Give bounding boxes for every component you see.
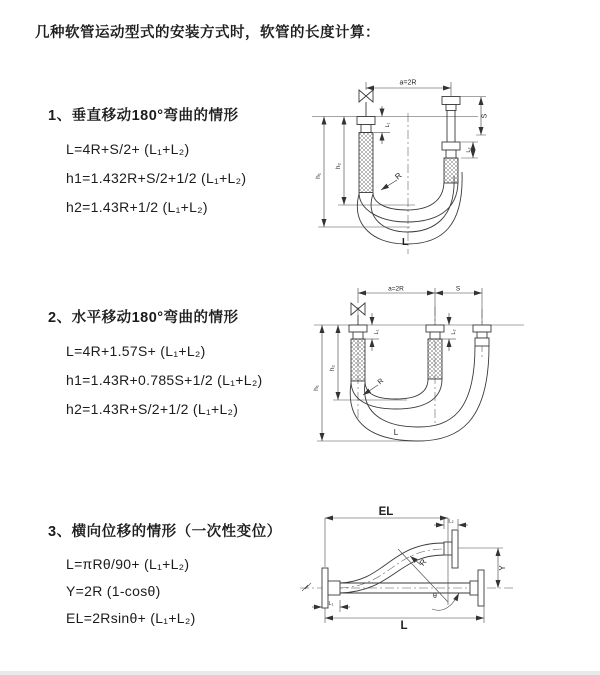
pipe-stub (447, 111, 455, 143)
dim-label-l: L (400, 620, 408, 632)
flange-fitting (426, 325, 444, 332)
dim-label-el: EL (378, 506, 394, 518)
formula-line: h1=1.43R+0.785S+1/2 (L₁+L₂) (66, 372, 263, 388)
flange-fitting (442, 142, 460, 150)
radius-label: R (417, 557, 429, 568)
section-2 (48, 306, 263, 424)
diagram-lateral-displacement (298, 505, 598, 670)
section-1-heading: 1、垂直移动180°弯曲的情形 (48, 108, 239, 124)
right-flange (470, 570, 484, 606)
braided-hose-section (444, 158, 458, 183)
dim-label-h1: h₁ (315, 173, 322, 179)
page-bottom-edge (0, 671, 600, 675)
flange-fitting (446, 150, 456, 158)
formula-line: h1=1.432R+S/2+1/2 (L₁+L₂) (66, 170, 247, 186)
dim-label-l2: L₂ (466, 147, 472, 153)
flange-fitting (475, 338, 489, 346)
flange-fitting (357, 117, 375, 125)
radius-label: R (376, 377, 386, 387)
flange-fitting (349, 325, 367, 332)
length-label: L (393, 428, 399, 437)
flange-fitting (473, 325, 491, 332)
valve-icon (359, 90, 373, 102)
formula-line: Y=2R (1-cosθ) (66, 583, 161, 599)
formula-line: L=4R+1.57S+ (L₁+L₂) (66, 343, 206, 359)
left-pipe-assembly (357, 90, 375, 193)
flange-fitting (430, 332, 440, 339)
angle-diagonal-line (398, 549, 448, 602)
braided-hose-section (351, 339, 365, 381)
length-label: L (401, 237, 409, 248)
flange-fitting (442, 97, 460, 105)
section-3-heading: 3、横向位移的情形（一次性变位） (48, 524, 282, 540)
flange-fitting (477, 332, 487, 338)
braided-hose-section (359, 133, 373, 193)
diagram-horizontal-180-bend (312, 283, 592, 458)
right-pipe-assembly (442, 97, 460, 184)
dim-label-l1: L₁ (374, 329, 380, 335)
formula-line: EL=2Rsinθ+ (L₁+L₂) (66, 610, 196, 626)
dim-label-l2: L₂ (451, 329, 457, 335)
formula-line: L=πRθ/90+ (L₁+L₂) (66, 556, 190, 572)
centerline-break-icon (302, 583, 311, 591)
section-1-formulas (66, 135, 246, 222)
flange-fitting (353, 332, 363, 339)
dim-label-a2r: a=2R (399, 79, 417, 87)
right-pipe-assembly (473, 325, 491, 346)
dim-label-s: S (455, 285, 461, 293)
diagram-vertical-180-bend (310, 68, 595, 263)
angle-label: θ (433, 593, 437, 600)
section-2-heading: 2、水平移动180°弯曲的情形 (48, 310, 239, 326)
middle-pipe-assembly (426, 325, 444, 379)
braided-hose-section (428, 339, 442, 379)
flange-fitting (361, 125, 371, 133)
formula-line: h2=1.43R+1/2 (L₁+L₂) (66, 199, 208, 215)
radius-label: R (393, 170, 404, 182)
dim-label-l2: L₂ (448, 518, 454, 525)
formula-line: L=4R+S/2+ (L₁+L₂) (66, 141, 190, 157)
radius-leader (381, 180, 397, 190)
page-title: 几种软管运动型式的安装方式时，软管的长度计算： (35, 25, 380, 41)
hose-bend-curves (350, 346, 489, 441)
dim-label-h2: h₂ (335, 162, 342, 170)
section-1 (48, 104, 246, 222)
dim-label-l1: L₁ (385, 122, 391, 128)
dim-label-a2r: a=2R (388, 285, 404, 293)
curve-centerline (340, 549, 444, 588)
upper-flange (444, 530, 458, 568)
flange-fitting (446, 105, 456, 111)
dim-label-h1: h₁ (313, 385, 320, 391)
section-3-formulas (66, 551, 282, 632)
section-3 (48, 520, 282, 632)
dim-label-y: Y (498, 565, 507, 571)
formula-line: h2=1.43R+S/2+1/2 (L₁+L₂) (66, 401, 239, 417)
dim-label-h2: h₂ (329, 364, 336, 372)
dim-label-s: S (481, 113, 489, 119)
dim-label-l1: L₁ (328, 601, 334, 607)
section-2-formulas (66, 337, 263, 424)
